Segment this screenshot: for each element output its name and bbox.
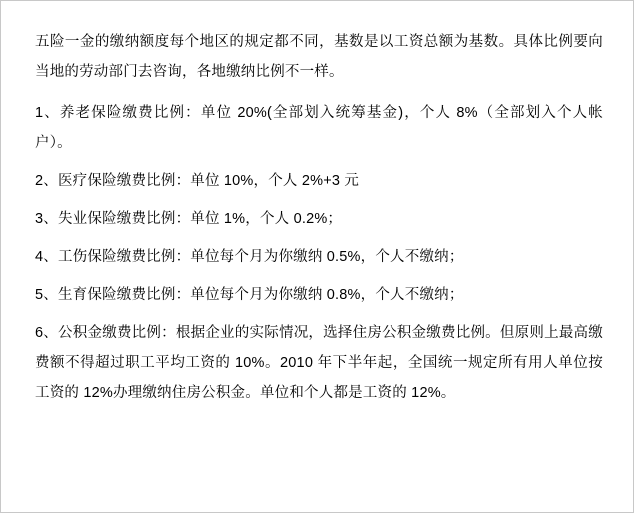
paragraph-intro: 五险一金的缴纳额度每个地区的规定都不同，基数是以工资总额为基数。具体比例要向当地的劳动部门去咨询，各地缴纳比例不一样。 <box>35 34 603 80</box>
paragraph-item-1: 1、养老保险缴费比例：单位 20%(全部划入统筹基金)，个人 8%（全部划入个人帐户）。 <box>35 105 603 151</box>
paragraph-item-2: 2、医疗保险缴费比例：单位 10%，个人 2%+3 元 <box>35 173 360 189</box>
paragraph-item-3: 3、失业保险缴费比例：单位 1%，个人 0.2%； <box>35 211 343 227</box>
paragraph-item-5: 5、生育保险缴费比例：单位每个月为你缴纳 0.8%，个人不缴纳； <box>35 287 464 303</box>
document-body <box>1 1 633 428</box>
paragraph-item-6: 6、公积金缴费比例：根据企业的实际情况，选择住房公积金缴费比例。但原则上最高缴费额不得超过职工平均工资的 10%。2010 年下半年起，全国统一规定所有用人单位按工资的 12%办理缴纳住房公积金。单位和个人都是工资的 12%。 <box>35 325 603 401</box>
paragraph-item-4: 4、工伤保险缴费比例：单位每个月为你缴纳 0.5%，个人不缴纳； <box>35 249 464 265</box>
